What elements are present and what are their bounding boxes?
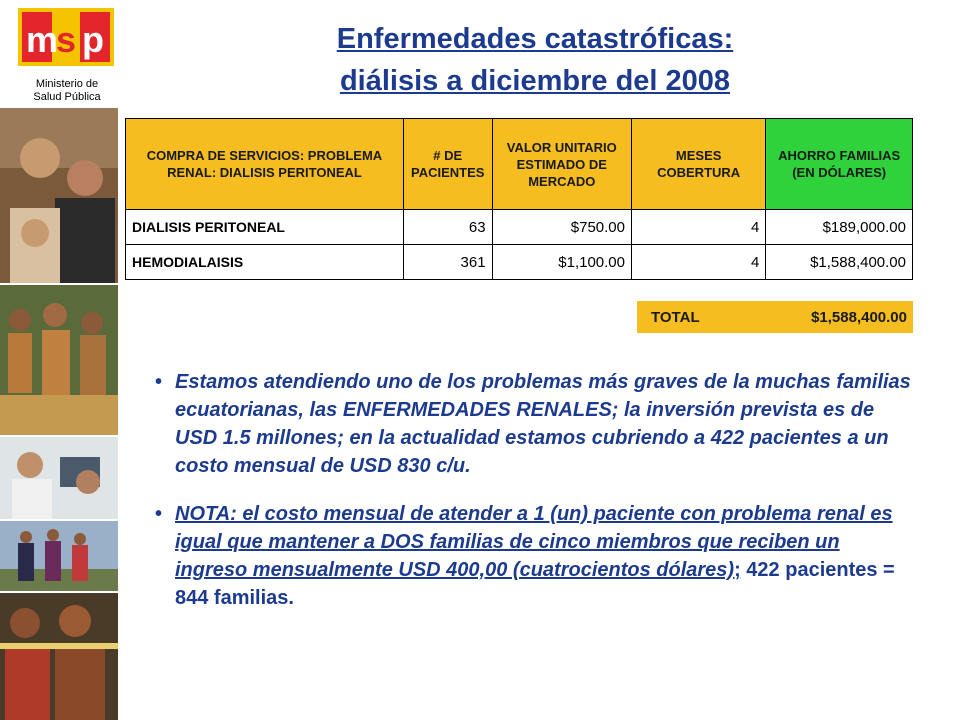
svg-text:p: p bbox=[82, 19, 104, 60]
photo-women-group bbox=[0, 521, 118, 591]
bullet-text-1: Estamos atendiendo uno de los problemas más graves de la muchas familias ecuatorianas, las ENFERMEDADES RENALES; la inversión prevista es de USD 1.5 millones; en la actualidad estamos cubriendo a 422 pacientes a un costo mensual de USD 830 c/u. bbox=[175, 371, 911, 477]
svg-text:s: s bbox=[56, 19, 77, 60]
photo-eye-exam bbox=[0, 437, 118, 519]
table-row bbox=[126, 210, 913, 245]
cell-service: HEMODIALAISIS bbox=[126, 245, 404, 280]
header-savings: AHORRO FAMILIAS (EN DÓLARES) bbox=[766, 119, 913, 210]
header-patients: # DE PACIENTES bbox=[403, 119, 492, 210]
bullet-note-text: NOTA: el costo mensual de atender a 1 (un) paciente con problema renal es igual que mantener a DOS familias de cinco miembros que reciben un ingreso mensualmente USD 400,00 (cuatrocientos dólares) bbox=[175, 503, 893, 581]
cell-unit-value: $750.00 bbox=[492, 210, 631, 245]
bullet-item bbox=[155, 368, 915, 480]
photo-indigenous-group bbox=[0, 285, 118, 435]
header-unit-value: VALOR UNITARIO ESTIMADO DE MERCADO bbox=[492, 119, 631, 210]
photo-collage bbox=[0, 108, 118, 720]
cell-months: 4 bbox=[632, 245, 766, 280]
table-header-row bbox=[126, 119, 913, 210]
bullet-list bbox=[155, 368, 915, 632]
header-service: COMPRA DE SERVICIOS: PROBLEMA RENAL: DIALISIS PERITONEAL bbox=[126, 119, 404, 210]
bullet-note-tail: 422 pacientes = 844 familias. bbox=[175, 559, 895, 609]
photo-doctor-child bbox=[0, 108, 118, 283]
logo-caption-line1: Ministerio de bbox=[35, 78, 99, 90]
photo-indigenous-women bbox=[0, 593, 118, 720]
page-title bbox=[240, 18, 830, 102]
cell-months: 4 bbox=[632, 210, 766, 245]
total-value: $1,588,400.00 bbox=[811, 308, 907, 326]
cell-patients: 361 bbox=[403, 245, 492, 280]
svg-text:m: m bbox=[26, 19, 59, 60]
ministry-logo bbox=[18, 8, 114, 66]
cell-service: DIALISIS PERITONEAL bbox=[126, 210, 404, 245]
table-row bbox=[126, 245, 913, 280]
cell-savings: $1,588,400.00 bbox=[766, 245, 913, 280]
total-label: TOTAL bbox=[651, 308, 700, 326]
title-line-2: diálisis a diciembre del 2008 bbox=[339, 65, 731, 97]
bullet-item bbox=[155, 500, 915, 612]
bullet-note-separator: ; bbox=[734, 559, 741, 581]
cell-patients: 63 bbox=[403, 210, 492, 245]
header-months: MESES COBERTURA bbox=[632, 119, 766, 210]
title-line-1: Enfermedades catastróficas: bbox=[336, 23, 734, 55]
logo-caption-line2: Salud Pública bbox=[33, 91, 101, 103]
services-table bbox=[125, 118, 913, 280]
cell-unit-value: $1,100.00 bbox=[492, 245, 631, 280]
logo-caption bbox=[8, 78, 126, 104]
bullet-dot-icon: • bbox=[155, 503, 163, 525]
total-box bbox=[637, 301, 913, 333]
bullet-dot-icon: • bbox=[155, 371, 163, 393]
cell-savings: $189,000.00 bbox=[766, 210, 913, 245]
